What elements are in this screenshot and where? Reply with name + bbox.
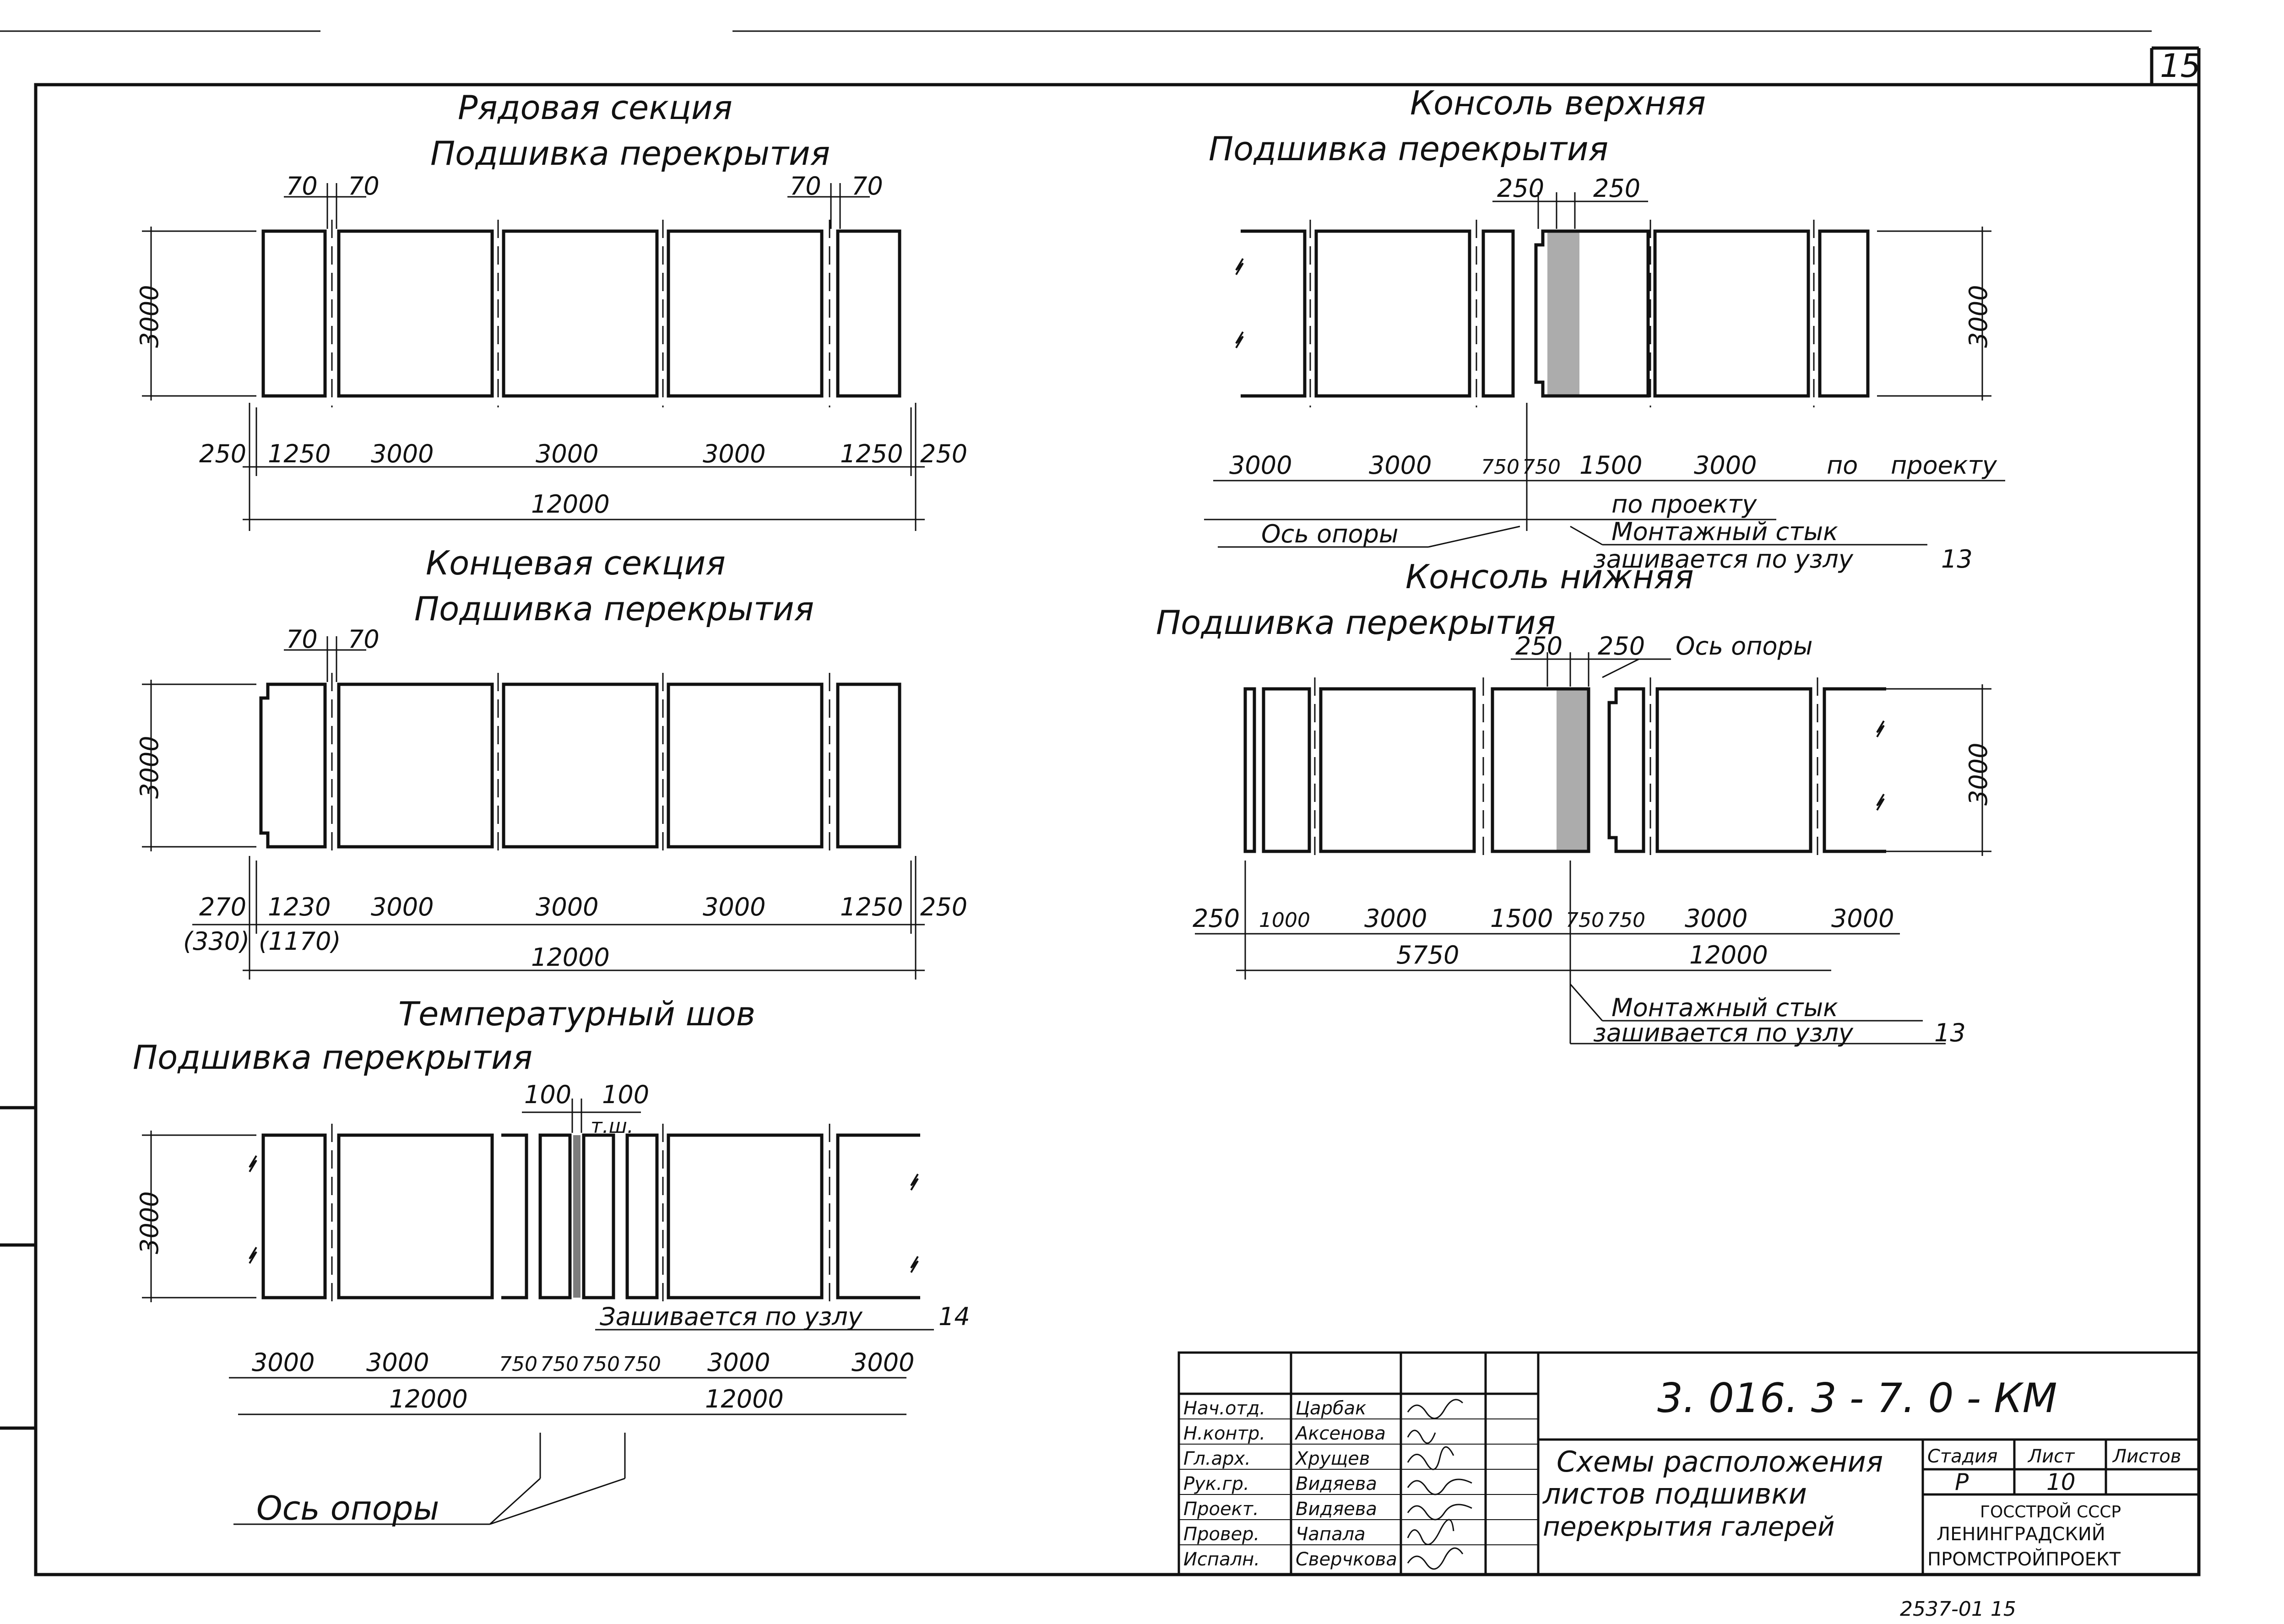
temperaturnyi-panels: [263, 1135, 920, 1298]
konsol-niz-dim-4: 750: [1566, 909, 1604, 932]
ryadovaya-dim-6: 250: [920, 439, 968, 468]
stamp-role-3: Рук.гр.: [1183, 1473, 1249, 1494]
ryadovaya-dim-5: 1250: [840, 439, 903, 468]
konsol-verh-dim-4: 1500: [1579, 451, 1643, 480]
stamp-stage-header: Стадия: [1927, 1446, 1998, 1467]
ryadovaya-panels: [263, 231, 900, 396]
temperaturnyi-section: [133, 995, 970, 1527]
konsol-verh-title: Консоль верхняя: [1410, 84, 1706, 122]
konsol-verh-height: 3000: [1964, 285, 1993, 348]
koncevaya-dim-5: 1250: [840, 893, 903, 921]
temperaturnyi-dim-4: 750: [581, 1353, 620, 1376]
konsol-niz-total-l: 5750: [1396, 941, 1459, 969]
koncevaya-alt-2: (1170): [259, 927, 341, 956]
temperaturnyi-gap-r: 100: [602, 1080, 650, 1109]
temperaturnyi-dim-2: 750: [499, 1353, 537, 1376]
konsol-verh-section: [1204, 84, 2005, 574]
ryadovaya-gap-l2: 70: [348, 172, 380, 200]
stamp-name-5: Чапала: [1296, 1524, 1366, 1545]
temperaturnyi-note: Зашивается по узлу: [600, 1302, 863, 1331]
koncevaya-axes: [332, 673, 830, 858]
stamp-name-3: Видяева: [1296, 1473, 1377, 1494]
konsol-niz-dim-5: 750: [1607, 909, 1645, 932]
temperaturnyi-dim-5: 750: [623, 1353, 661, 1376]
konsol-niz-gap-r: 250: [1598, 632, 1645, 660]
konsol-verh-dim-5: 3000: [1694, 451, 1757, 480]
konsol-verh-dim-0: 3000: [1229, 451, 1292, 480]
konsol-niz-height: 3000: [1964, 742, 1993, 806]
stamp-name-4: Видяева: [1296, 1499, 1377, 1520]
koncevaya-total: 12000: [531, 943, 610, 972]
koncevaya-gap-l2: 70: [348, 625, 380, 654]
koncevaya-dim-6: 250: [920, 893, 968, 921]
temperaturnyi-dim-7: 3000: [852, 1348, 915, 1377]
temperaturnyi-joint-hatch: [573, 1135, 580, 1298]
temperaturnyi-height: 3000: [135, 1191, 164, 1254]
ryadovaya-gap-r1: 70: [790, 172, 821, 200]
ryadovaya-subtitle: Подшивка перекрытия: [430, 134, 830, 173]
konsol-verh-dim-1: 3000: [1369, 451, 1432, 480]
koncevaya-alt-1: (330): [183, 927, 250, 956]
koncevaya-dim-3: 3000: [536, 893, 599, 921]
temperaturnyi-axes: [332, 1124, 830, 1309]
konsol-niz-section: [1156, 558, 1993, 1047]
koncevaya-height: 3000: [135, 736, 164, 799]
temperaturnyi-gap-l: 100: [524, 1080, 572, 1109]
konsol-verh-dim-6: по: [1827, 451, 1858, 480]
stamp-sheets-header: Листов: [2113, 1446, 2181, 1467]
ryadovaya-dim-1: 1250: [268, 439, 331, 468]
konsol-verh-gap-l: 250: [1497, 174, 1545, 203]
ryadovaya-gap-l1: 70: [286, 172, 318, 200]
koncevaya-dim-2: 3000: [371, 893, 434, 921]
konsol-niz-title: Консоль нижняя: [1405, 558, 1694, 596]
temperaturnyi-dim-0: 3000: [252, 1348, 315, 1377]
konsol-verh-hatch: [1547, 231, 1579, 396]
stamp-name-1: Аксенова: [1296, 1423, 1386, 1444]
stamp-signatures: [1408, 1400, 1472, 1569]
konsol-niz-joint: Монтажный стык: [1611, 993, 1838, 1022]
stamp-role-4: Проект.: [1183, 1499, 1259, 1520]
stamp-org-2: ЛЕНИНГРАДСКИЙ: [1937, 1524, 2105, 1545]
konsol-niz-subtitle: Подшивка перекрытия: [1156, 603, 1556, 642]
konsol-niz-dim-3: 1500: [1490, 904, 1553, 933]
temperaturnyi-dim-6: 3000: [707, 1348, 770, 1377]
konsol-niz-node: 13: [1934, 1018, 1966, 1047]
ryadovaya-dim-4: 3000: [703, 439, 766, 468]
konsol-verh-dim-lines: [1204, 192, 2005, 547]
koncevaya-dim-0: 270: [199, 893, 247, 921]
stamp-role-6: Испалн.: [1183, 1549, 1260, 1570]
temperaturnyi-dim-3: 750: [540, 1353, 579, 1376]
konsol-niz-dim-6: 3000: [1685, 904, 1748, 933]
konsol-verh-dim-3: 750: [1522, 455, 1561, 479]
konsol-niz-dim-7: 3000: [1831, 904, 1894, 933]
koncevaya-section: [135, 544, 967, 980]
stamp-role-5: Провер.: [1183, 1524, 1260, 1545]
ryadovaya-gap-r2: 70: [852, 172, 883, 200]
temperaturnyi-tsh: т.ш.: [591, 1115, 634, 1138]
konsol-niz-dim-2: 3000: [1364, 904, 1427, 933]
temperaturnyi-total-l: 12000: [389, 1385, 468, 1413]
konsol-verh-gap-r: 250: [1593, 174, 1641, 203]
konsol-niz-gap-l: 250: [1515, 632, 1563, 660]
temperaturnyi-axis-label: Ось опоры: [256, 1489, 439, 1527]
ryadovaya-axes: [332, 220, 830, 407]
ryadovaya-dim-3: 3000: [536, 439, 599, 468]
konsol-verh-subtitle: Подшивка перекрытия: [1209, 130, 1609, 168]
ryadovaya-dim-0: 250: [199, 439, 247, 468]
konsol-niz-dim-1: 1000: [1259, 909, 1310, 932]
stamp-name-0: Царбак: [1296, 1398, 1367, 1419]
koncevaya-subtitle: Подшивка перекрытия: [414, 590, 814, 628]
konsol-niz-dim-0: 250: [1193, 904, 1240, 933]
konsol-niz-joint-note: зашивается по узлу: [1593, 1018, 1853, 1047]
stamp-org-1: ГОССТРОЙ СССР: [1980, 1503, 2121, 1521]
sheet-code: 3. 016. 3 - 7. 0 - КМ: [1657, 1375, 2057, 1422]
konsol-verh-joint: Монтажный стык: [1611, 517, 1838, 546]
konsol-verh-joint-note: зашивается по узлу: [1593, 545, 1853, 574]
temperaturnyi-subtitle: Подшивка перекрытия: [133, 1038, 533, 1077]
stamp-title-2: листов подшивки: [1543, 1477, 1807, 1510]
stamp-role-0: Нач.отд.: [1183, 1398, 1266, 1419]
stamp-sheet-header: Лист: [2028, 1446, 2075, 1467]
stamp-title-1: Схемы расположения: [1557, 1445, 1883, 1478]
stamp-name-2: Хрущев: [1296, 1448, 1370, 1469]
koncevaya-gap-l1: 70: [286, 625, 318, 654]
page-number: 15: [2160, 47, 2201, 85]
ryadovaya-dim-lines: [142, 183, 925, 531]
konsol-verh-po-proektu: по проекту: [1611, 490, 1757, 519]
konsol-niz-total-r: 12000: [1689, 941, 1768, 969]
temperaturnyi-total-r: 12000: [705, 1385, 784, 1413]
ryadovaya-height: 3000: [135, 285, 164, 348]
bottom-note: 2537-01 15: [1900, 1597, 2016, 1621]
konsol-verh-dim-2: 750: [1481, 455, 1519, 479]
stamp-org-3: ПРОМСТРОЙПРОЕКТ: [1927, 1549, 2121, 1570]
konsol-verh-axis: Ось опоры: [1261, 520, 1399, 548]
title-block: [1179, 1353, 2199, 1575]
temperaturnyi-node: 14: [939, 1302, 970, 1331]
konsol-niz-hatch: [1557, 689, 1589, 851]
koncevaya-dim-4: 3000: [703, 893, 766, 921]
konsol-verh-node: 13: [1941, 545, 1973, 574]
ryadovaya-dim-2: 3000: [371, 439, 434, 468]
konsol-verh-dim-7: проекту: [1891, 451, 1997, 480]
stamp-name-6: Сверчкова: [1296, 1549, 1397, 1570]
stamp-role-2: Гл.арх.: [1183, 1448, 1251, 1469]
stamp-stage: Р: [1955, 1469, 1969, 1495]
ryadovaya-title: Рядовая секция: [458, 88, 732, 127]
ryadovaya-section: [135, 88, 967, 531]
temperaturnyi-title: Температурный шов: [398, 995, 756, 1033]
koncevaya-panels: [261, 684, 900, 847]
konsol-niz-break-marks: [1877, 721, 1884, 810]
konsol-verh-break-marks: [1236, 259, 1243, 348]
stamp-sheet: 10: [2046, 1469, 2076, 1495]
stamp-role-1: Н.контр.: [1183, 1423, 1265, 1444]
temperaturnyi-dim-1: 3000: [366, 1348, 429, 1377]
ryadovaya-total: 12000: [531, 490, 610, 519]
stamp-title-3: перекрытия галерей: [1543, 1511, 1835, 1542]
koncevaya-title: Концевая секция: [426, 544, 726, 582]
koncevaya-dim-1: 1230: [268, 893, 331, 921]
konsol-niz-axis: Ось опоры: [1676, 632, 1813, 660]
